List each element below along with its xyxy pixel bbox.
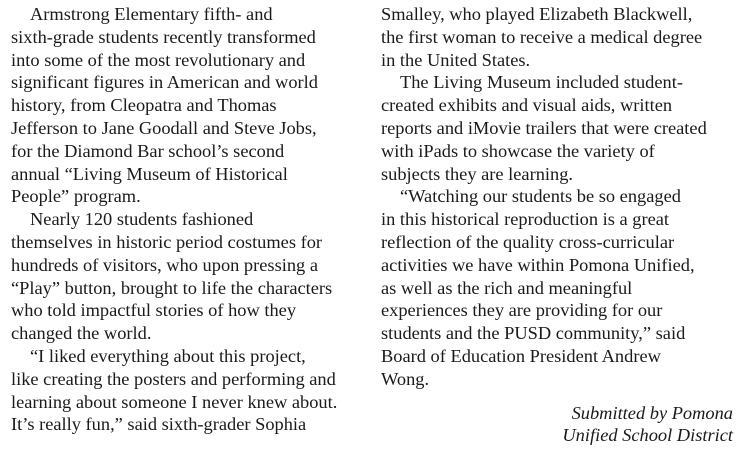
article-column-right xyxy=(381,3,733,447)
left_column-line: sixth-grade students recently transformed xyxy=(11,26,316,47)
right_column-line: in this historical reproduction is a great xyxy=(381,209,670,230)
right_column-line: activities we have within Pomona Unified, xyxy=(381,254,695,275)
left_column-line: hundreds of visitors, who upon pressing a xyxy=(11,254,318,275)
right_column-line: as well as the rich and meaningful xyxy=(381,277,633,298)
left_column-line: annual “Living Museum of Historical xyxy=(11,163,288,184)
left_column-line: “I liked everything about this project, xyxy=(30,345,306,366)
left_column-line: like creating the posters and performing and xyxy=(11,368,336,389)
right_column-line: subjects they are learning. xyxy=(381,163,574,184)
left_column-line: Nearly 120 students fashioned xyxy=(30,209,254,230)
right_column-line: the first woman to receive a medical degree xyxy=(381,26,703,47)
right_column-line: “Watching our students be so engaged xyxy=(400,186,681,207)
left_column-line: history, from Cleopatra and Thomas xyxy=(11,95,277,116)
left_column-line: who told impactful stories of how they xyxy=(11,300,297,321)
right_column-line: created exhibits and visual aids, written xyxy=(381,95,673,116)
right_column-line: with iPads to showcase the variety of xyxy=(381,140,655,161)
right_column-line: Smalley, who played Elizabeth Blackwell, xyxy=(381,4,693,24)
right_column-line: students and the PUSD community,” said xyxy=(381,323,686,344)
left_column-line: significant figures in American and world xyxy=(11,72,318,93)
left_column-line: Jefferson to Jane Goodall and Steve Jobs, xyxy=(11,117,317,138)
right_column-line: experiences they are providing for our xyxy=(381,300,663,321)
right_column-line: Wong. xyxy=(381,368,430,389)
right_column-line: The Living Museum included student- xyxy=(400,72,683,93)
left_column-line: for the Diamond Bar school’s second xyxy=(11,140,285,161)
left_column-line: learning about someone I never knew about. xyxy=(11,391,338,412)
right_column-line: in the United States. xyxy=(381,49,531,70)
left_column-line: themselves in historic period costumes for xyxy=(11,231,323,252)
left_column-line: It’s really fun,” said sixth-grader Sophia xyxy=(11,414,307,435)
byline-credit: Unified School District xyxy=(562,425,733,446)
left_column-line: into some of the most revolutionary and xyxy=(11,49,306,70)
right_column-line: Board of Education President Andrew xyxy=(381,345,661,366)
article-column-left xyxy=(11,3,361,436)
left_column-line: “Play” button, brought to life the characters xyxy=(11,277,333,298)
byline-credit: Submitted by Pomona xyxy=(571,402,733,423)
left_column-line: People” program. xyxy=(11,186,141,207)
right_column-line: reports and iMovie trailers that were created xyxy=(381,117,707,138)
left_column-line: Armstrong Elementary fifth- and xyxy=(30,4,273,24)
right_column-line: reflection of the quality cross-curricular xyxy=(381,231,675,252)
left_column-line: changed the world. xyxy=(11,323,152,344)
